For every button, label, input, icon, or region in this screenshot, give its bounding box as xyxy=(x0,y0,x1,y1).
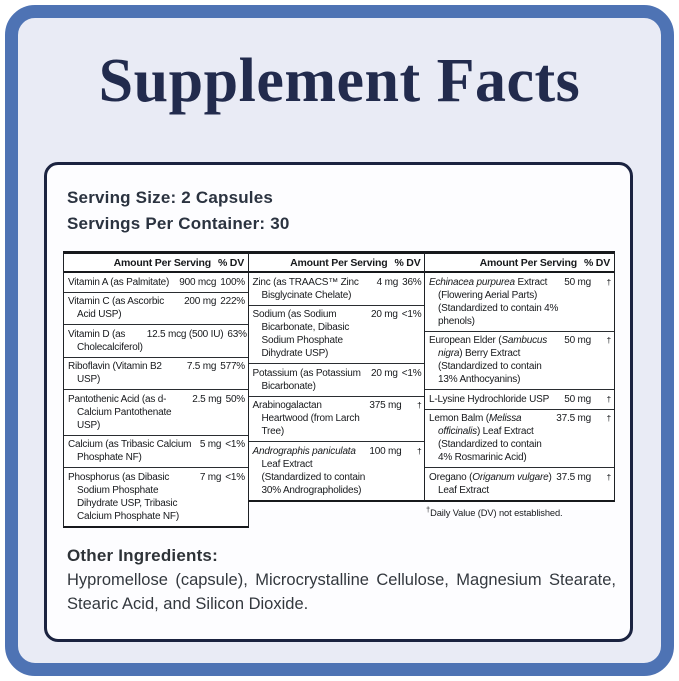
row-name: Vitamin A (as Palmitate) xyxy=(68,276,170,288)
page-title: Supplement Facts xyxy=(98,47,581,115)
header-percent-dv: % DV xyxy=(583,257,610,270)
row-amount: 100 mg xyxy=(369,445,402,457)
row-amount: 2.5 mg xyxy=(192,393,222,405)
table-row xyxy=(64,357,248,390)
row-dv: † xyxy=(416,400,422,411)
table-row xyxy=(425,409,614,468)
row-dv: † xyxy=(416,445,422,456)
row-name: Zinc (as TRAACS™ Zinc Bisglycinate Chelate) xyxy=(252,276,359,301)
row-name: Potassium (as Potassium Bicarbonate) xyxy=(252,367,361,392)
label-frame xyxy=(5,5,674,676)
serving-size: Serving Size: 2 Capsules xyxy=(67,188,274,208)
row-dv: <1% xyxy=(225,439,245,451)
header-percent-dv: % DV xyxy=(394,257,421,270)
other-ingredients-label: Other Ingredients: xyxy=(67,545,218,565)
row-dv: † xyxy=(606,471,611,482)
table-column xyxy=(424,251,615,518)
table-column-header xyxy=(64,254,248,273)
row-amount: 12.5 mcg (500 IU) xyxy=(146,328,224,340)
row-dv: † xyxy=(606,335,611,346)
row-dv: <1% xyxy=(401,309,422,321)
header-amount-per-serving: Amount Per Serving xyxy=(479,257,577,270)
row-name: Oregano (Origanum vulgare) Leaf Extract xyxy=(429,471,552,496)
row-dv: 100% xyxy=(220,276,245,288)
row-amount: 50 mg xyxy=(564,393,591,405)
table-row xyxy=(64,435,248,468)
row-amount: 5 mg xyxy=(199,439,222,451)
row-name: Pantothenic Acid (as d-Calcium Pantothenate USP) xyxy=(68,393,172,431)
other-ingredients xyxy=(63,546,616,617)
header-percent-dv: % DV xyxy=(217,257,244,270)
row-amount: 4 mg xyxy=(376,276,399,288)
row-name: Lemon Balm (Melissa officinalis) Leaf Extract (Standardized to contain 4% Rosmarinic Acid) xyxy=(429,413,542,464)
row-amount: 7.5 mg xyxy=(186,361,217,373)
table-row xyxy=(64,292,248,325)
table-row xyxy=(425,273,614,331)
table-row xyxy=(64,467,248,526)
row-dv: <1% xyxy=(401,367,422,379)
row-amount: 20 mg xyxy=(371,367,398,379)
table-row xyxy=(425,467,614,500)
row-name: Andrographis paniculata Leaf Extract (Standardized to contain 30% Andrographolides) xyxy=(252,445,366,496)
row-name: Vitamin C (as Ascorbic Acid USP) xyxy=(68,296,165,321)
table-row xyxy=(64,273,248,292)
row-amount: 200 mg xyxy=(184,296,217,308)
table-row xyxy=(64,389,248,435)
header-amount-per-serving: Amount Per Serving xyxy=(290,257,388,270)
servings-per-container: Servings Per Container: 30 xyxy=(67,213,290,233)
table-column-box xyxy=(63,251,249,528)
row-amount: 37.5 mg xyxy=(556,471,591,483)
row-dv: 50% xyxy=(225,393,245,405)
table-row xyxy=(249,273,425,305)
row-dv: † xyxy=(606,276,611,287)
table-column-box xyxy=(424,251,615,502)
table-row xyxy=(249,305,425,364)
row-dv: 36% xyxy=(402,276,422,288)
row-amount: 375 mg xyxy=(369,400,402,412)
table-row xyxy=(64,324,248,357)
row-amount: 37.5 mg xyxy=(556,413,591,425)
row-amount: 900 mcg xyxy=(179,276,217,288)
row-amount: 7 mg xyxy=(199,471,222,483)
row-name: Phosphorus (as Dibasic Sodium Phosphate Dihydrate USP, Tribasic Calcium Phosphate NF) xyxy=(68,471,179,522)
serving-info xyxy=(63,185,616,236)
row-dv: <1% xyxy=(225,471,245,483)
header-amount-per-serving: Amount Per Serving xyxy=(113,257,211,270)
daily-value-footnote: †Daily Value (DV) not established. xyxy=(426,504,563,518)
supplement-table xyxy=(63,251,616,528)
table-column xyxy=(248,251,426,502)
table-column-header xyxy=(425,254,614,273)
other-ingredients-text: Hypromellose (capsule), Microcrystalline Cellulose, Magnesium Stearate, Stearic Acid, and Silicon Dioxide. xyxy=(67,570,616,613)
row-dv: † xyxy=(606,393,611,404)
row-name: European Elder (Sambucus nigra) Berry Extract (Standardized to contain 13% Anthocyanins) xyxy=(429,335,548,386)
table-column xyxy=(63,251,249,528)
table-row xyxy=(249,441,425,500)
row-dv: 577% xyxy=(220,361,245,373)
table-column-header xyxy=(249,254,425,273)
table-row xyxy=(249,363,425,396)
row-dv: 222% xyxy=(220,296,245,308)
row-amount: 20 mg xyxy=(371,309,398,321)
table-row xyxy=(425,389,614,409)
row-amount: 50 mg xyxy=(564,276,591,288)
table-column-box xyxy=(248,251,426,502)
row-name: Sodium (as Sodium Bicarbonate, Dibasic Sodium Phosphate Dihydrate USP) xyxy=(252,309,350,360)
facts-panel xyxy=(44,162,633,641)
row-name: Arabinogalactan Heartwood (from Larch Tree) xyxy=(252,400,360,438)
row-dv: 63% xyxy=(227,328,247,340)
row-name: Calcium (as Tribasic Calcium Phosphate NF) xyxy=(68,439,192,464)
table-row xyxy=(425,331,614,390)
row-dv: † xyxy=(606,413,611,424)
table-row xyxy=(249,396,425,442)
row-amount: 50 mg xyxy=(564,335,591,347)
row-name: L-Lysine Hydrochloride USP xyxy=(429,393,550,405)
row-name: Vitamin D (as Cholecalciferol) xyxy=(68,328,143,353)
row-name: Riboflavin (Vitamin B2 USP) xyxy=(68,361,162,386)
row-name: Echinacea purpurea Extract (Flowering Aerial Parts) (Standardized to contain 4% phenols) xyxy=(429,276,559,327)
